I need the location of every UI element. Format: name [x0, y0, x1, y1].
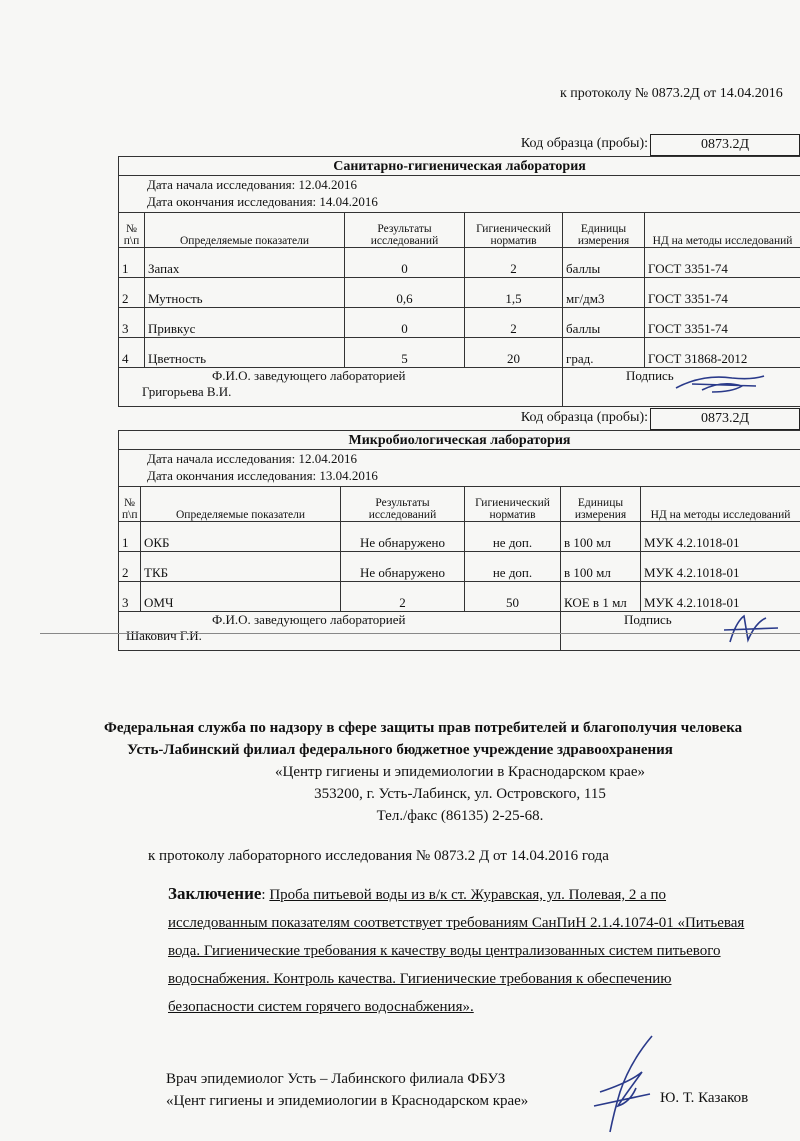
- result-value: Не обнаружено: [341, 552, 465, 582]
- column-header: НД на методы исследований: [645, 213, 800, 248]
- result-value: 0: [345, 308, 465, 338]
- org-branch: Усть-Лабинский филиал федерального бюджетное учреждение здравоохранения: [127, 742, 673, 758]
- org-address: 353200, г. Усть-Лабинск, ул. Островского, 115: [314, 786, 606, 802]
- method-value: МУК 4.2.1018-01: [641, 582, 800, 612]
- org-agency: Федеральная служба по надзору в сфере защиты прав потребителей и благополучия человека: [104, 720, 743, 736]
- row-number: 2: [119, 278, 145, 308]
- protocol-reference-text: к протоколу лабораторного исследования № 0873.2 Д от 14.04.2016 года: [148, 848, 609, 864]
- unit-value: мг/дм3: [563, 278, 645, 308]
- signature-row: [119, 612, 800, 651]
- table-row: [119, 308, 800, 338]
- indicator-name: Привкус: [145, 308, 345, 338]
- date-end: Дата окончания исследования: 14.04.2016: [147, 194, 378, 209]
- doctor-name: Ю. Т. Казаков: [660, 1090, 749, 1106]
- sample-code-value: 0873.2Д: [650, 408, 800, 430]
- protocol-reference: к протоколу № 0873.2Д от 14.04.2016: [560, 86, 783, 101]
- conclusion-text: Проба питьевой воды из в/к ст. Журавская, ул. Полевая, 2 а по: [269, 887, 667, 903]
- norm-value: 20: [465, 338, 563, 368]
- norm-value: 2: [465, 308, 563, 338]
- column-header: Результаты исследований: [341, 487, 465, 522]
- sample-code-row: [118, 406, 800, 430]
- lab-head-name: Шакович Г.И.: [126, 628, 202, 643]
- lab-dates: [119, 176, 800, 213]
- table-row: [119, 522, 800, 552]
- table-row: [119, 338, 800, 368]
- lab-head-label: Ф.И.О. заведующего лабораторией: [212, 612, 406, 627]
- page-divider: [40, 633, 800, 634]
- column-header: № п\п: [119, 487, 141, 522]
- lab-head-cell: [119, 612, 561, 651]
- lab-title: Санитарно-гигиеническая лаборатория: [119, 157, 800, 176]
- lab2-signature-image: [722, 612, 782, 644]
- lab-head-label: Ф.И.О. заведующего лабораторией: [212, 368, 406, 383]
- conclusion-text: исследованным показателям соответствует требованиям СанПиН 2.1.4.1074-01 «Питьевая: [168, 915, 745, 931]
- column-header: НД на методы исследований: [641, 487, 800, 522]
- method-value: МУК 4.2.1018-01: [641, 552, 800, 582]
- row-number: 1: [119, 248, 145, 278]
- indicator-name: ОМЧ: [141, 582, 341, 612]
- unit-value: в 100 мл: [561, 522, 641, 552]
- result-value: 5: [345, 338, 465, 368]
- doctor-block: [166, 1068, 528, 1112]
- norm-value: не доп.: [465, 552, 561, 582]
- table-header-row: [119, 213, 800, 248]
- method-value: ГОСТ 3351-74: [645, 278, 800, 308]
- conclusion-text: безопасности систем горячего водоснабжения».: [168, 999, 474, 1015]
- row-number: 4: [119, 338, 145, 368]
- column-header: Гигиенический норматив: [465, 213, 563, 248]
- indicator-name: Запах: [145, 248, 345, 278]
- unit-value: баллы: [563, 308, 645, 338]
- sample-code-value: 0873.2Д: [650, 134, 800, 156]
- unit-value: баллы: [563, 248, 645, 278]
- org-line-3: «Центр гигиены и эпидемиологии в Краснодарском крае»: [275, 764, 645, 780]
- lab-head-name: Григорьева В.И.: [142, 384, 232, 399]
- unit-value: в 100 мл: [561, 552, 641, 582]
- norm-value: 2: [465, 248, 563, 278]
- org-phone: Тел./факс (86135) 2-25-68.: [376, 808, 544, 824]
- microbiology-results-table: [118, 430, 800, 651]
- row-number: 2: [119, 552, 141, 582]
- lab-head-cell: [119, 368, 563, 407]
- column-header: Результаты исследований: [345, 213, 465, 248]
- date-start: Дата начала исследования: 12.04.2016: [147, 177, 357, 192]
- microbiology-lab-block: [118, 406, 800, 651]
- indicator-name: Мутность: [145, 278, 345, 308]
- protocol-reference-2: [148, 848, 609, 865]
- doctor-signature-image: [590, 1032, 670, 1137]
- lab1-signature-image: [672, 368, 772, 396]
- indicator-name: Цветность: [145, 338, 345, 368]
- org-line-2: [0, 742, 800, 759]
- result-value: Не обнаружено: [341, 522, 465, 552]
- method-value: ГОСТ 31868-2012: [645, 338, 800, 368]
- date-end: Дата окончания исследования: 13.04.2016: [147, 468, 378, 483]
- conclusion-lead: Заключение: [168, 884, 262, 903]
- table-row: [119, 552, 800, 582]
- column-header: № п\п: [119, 213, 145, 248]
- lab-title: Микробиологическая лаборатория: [119, 431, 800, 450]
- result-value: 0,6: [345, 278, 465, 308]
- norm-value: 50: [465, 582, 561, 612]
- date-start: Дата начала исследования: 12.04.2016: [147, 451, 357, 466]
- conclusion-block: [168, 880, 800, 1021]
- result-value: 2: [341, 582, 465, 612]
- column-header: Единицы измерения: [563, 213, 645, 248]
- sample-code-label: Код образца (пробы):: [520, 136, 648, 151]
- row-number: 3: [119, 308, 145, 338]
- sample-code-label: Код образца (пробы):: [520, 410, 648, 425]
- conclusion-line: Заключение: Проба питьевой воды из в/к ст. Журавская, ул. Полевая, 2 а по: [168, 884, 667, 903]
- doctor-title: Врач эпидемиолог Усть – Лабинского филиала ФБУЗ: [166, 1071, 506, 1087]
- column-header: Гигиенический норматив: [465, 487, 561, 522]
- signature-label: Подпись: [626, 368, 674, 383]
- column-header: Определяемые показатели: [141, 487, 341, 522]
- norm-value: не доп.: [465, 522, 561, 552]
- table-row: [119, 278, 800, 308]
- method-value: МУК 4.2.1018-01: [641, 522, 800, 552]
- doctor-organisation: «Цент гигиены и эпидемиологии в Краснодарском крае»: [166, 1093, 529, 1109]
- table-header-row: [119, 487, 800, 522]
- table-row: [119, 582, 800, 612]
- row-number: 3: [119, 582, 141, 612]
- org-line-1: [104, 720, 800, 737]
- signature-label: Подпись: [624, 612, 672, 627]
- lab-dates: [119, 450, 800, 487]
- result-value: 0: [345, 248, 465, 278]
- conclusion-text: водоснабжения. Контроль качества. Гигиенические требования к обеспечению: [168, 971, 672, 987]
- indicator-name: ОКБ: [141, 522, 341, 552]
- sanitary-lab-block: [118, 132, 800, 407]
- method-value: ГОСТ 3351-74: [645, 248, 800, 278]
- conclusion-text: вода. Гигиенические требования к качеству воды централизованных систем питьевого: [168, 943, 721, 959]
- sample-code-row: [118, 132, 800, 156]
- norm-value: 1,5: [465, 278, 563, 308]
- unit-value: град.: [563, 338, 645, 368]
- table-row: [119, 248, 800, 278]
- row-number: 1: [119, 522, 141, 552]
- indicator-name: ТКБ: [141, 552, 341, 582]
- unit-value: КОЕ в 1 мл: [561, 582, 641, 612]
- method-value: ГОСТ 3351-74: [645, 308, 800, 338]
- column-header: Определяемые показатели: [145, 213, 345, 248]
- column-header: Единицы измерения: [561, 487, 641, 522]
